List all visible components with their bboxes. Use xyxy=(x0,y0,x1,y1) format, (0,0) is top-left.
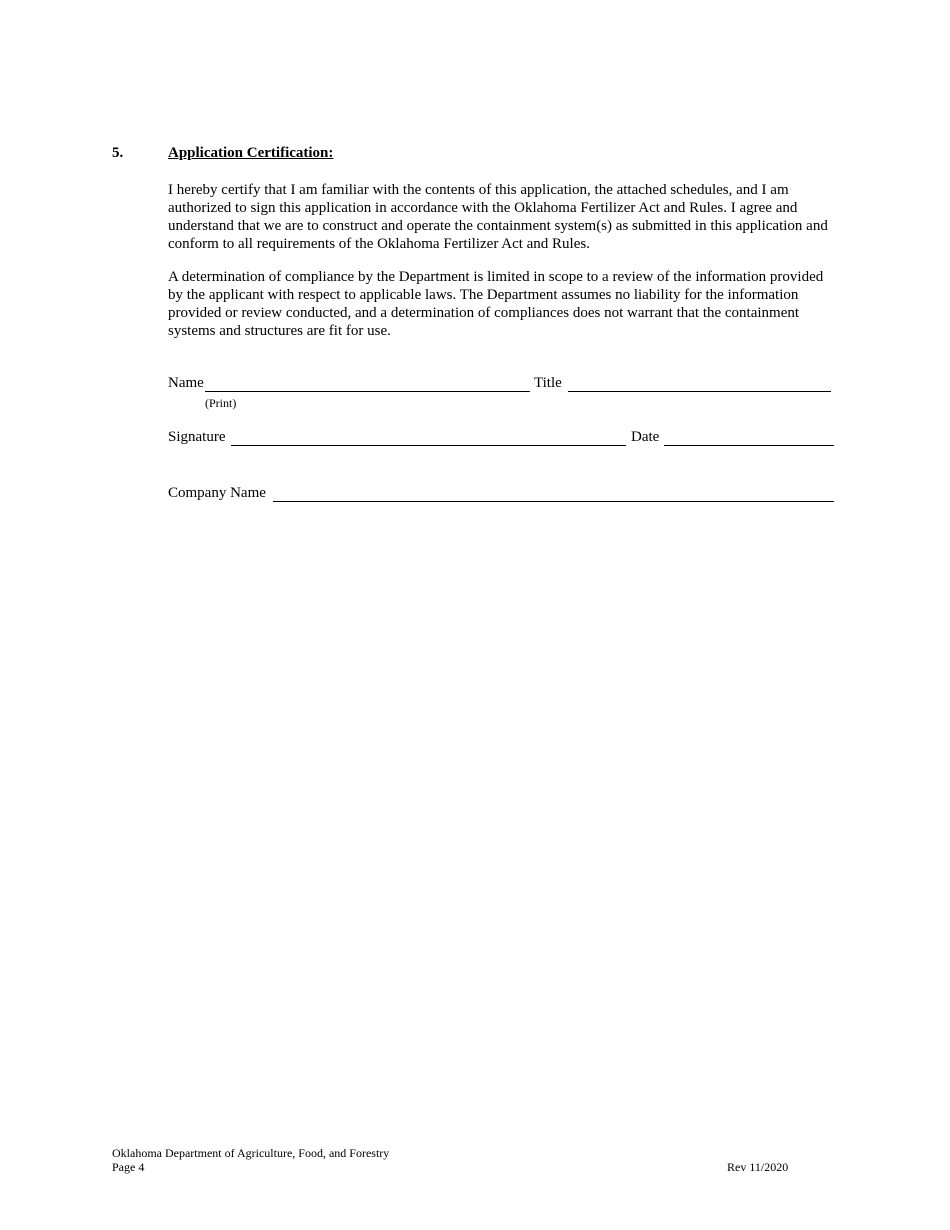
signature-field-line[interactable] xyxy=(231,430,626,446)
section-number: 5. xyxy=(112,145,124,161)
footer-revision: Rev 11/2020 xyxy=(727,1160,789,1174)
date-field-line[interactable] xyxy=(664,430,834,446)
certification-paragraph: I hereby certify that I am familiar with the contents of this application, the attached schedules, and I am authorized to sign this application in accordance with the Oklahoma Fertilizer Act and Rules. I agree and understand that we are to construct and operate the containment system(s) as submitted in this application and conform to all requirements of the Oklahoma Fertilizer Act and Rules. xyxy=(168,182,828,252)
date-label: Date xyxy=(631,429,660,445)
title-label: Title xyxy=(534,375,562,391)
footer-agency: Oklahoma Department of Agriculture, Food, and Forestry xyxy=(112,1146,390,1160)
section-title: Application Certification: xyxy=(168,145,334,161)
title-field-line[interactable] xyxy=(568,376,831,392)
name-label: Name xyxy=(168,375,204,391)
print-label: (Print) xyxy=(205,396,237,410)
signature-label: Signature xyxy=(168,429,226,445)
compliance-paragraph: A determination of compliance by the Department is limited in scope to a review of the information provided by the applicant with respect to applicable laws. The Department assumes no liability for the information provided or review conducted, and a determination of compliances does not warrant that the containment systems and structures are fit for use. xyxy=(168,269,824,339)
company-name-field-line[interactable] xyxy=(273,486,834,502)
footer-page-number: Page 4 xyxy=(112,1160,145,1174)
company-name-label: Company Name xyxy=(168,485,266,501)
name-field-line[interactable] xyxy=(205,376,530,392)
